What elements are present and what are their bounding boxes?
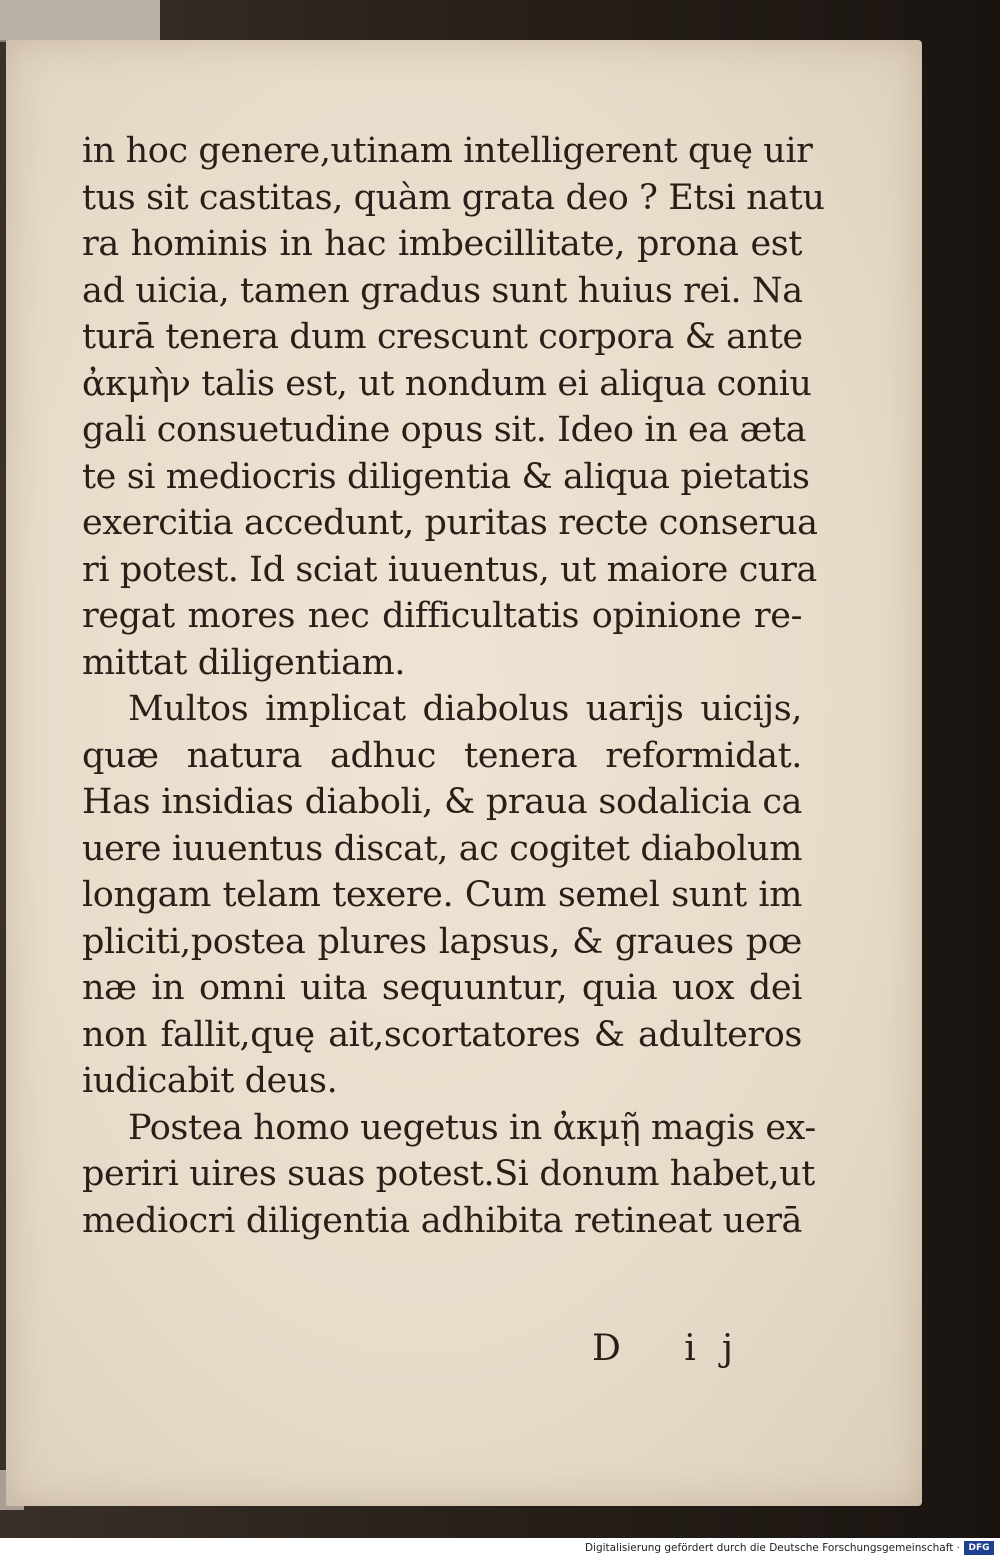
text-line: næ in omni uita sequuntur, quia uox dei xyxy=(82,968,802,1008)
scan-strip-top xyxy=(0,0,160,42)
text-line: exercitia accedunt, puritas recte conserua xyxy=(82,503,818,543)
text-line: quæ natura adhuc tenera reformidat. xyxy=(82,735,802,776)
text-line: turā tenera dum crescunt corpora & ante xyxy=(82,317,803,357)
text-line: periri uires suas potest.Si donum habet,ut xyxy=(82,1154,815,1194)
text-line: non fallit,quę ait,scortatores & adulteros xyxy=(82,1014,802,1055)
text-line: regat mores nec difficultatis opinione re- xyxy=(82,596,802,636)
text-line: Has insidias diaboli, & praua sodalicia ca xyxy=(82,782,802,822)
text-line: mediocri diligentia adhibita retineat uerā xyxy=(82,1200,802,1241)
book-page xyxy=(6,40,922,1506)
text-line: longam telam texere. Cum semel sunt im xyxy=(82,875,802,915)
page-text xyxy=(82,128,825,1244)
text-line: ra hominis in hac imbecillitate, prona est xyxy=(82,224,802,264)
signature-mark: D ij xyxy=(592,1328,759,1369)
footer-credit: Digitalisierung gefördert durch die Deutsche Forschungsgemeinschaft · xyxy=(584,1542,960,1554)
footer-bar xyxy=(0,1538,1000,1560)
text-line: mittat diligentiam. xyxy=(82,642,406,683)
paragraph-start-line: Multos implicat diabolus uarijs uicijs, xyxy=(128,689,802,729)
text-line: iudicabit deus. xyxy=(82,1061,338,1101)
text-line: gali consuetudine opus sit. Ideo in ea æta xyxy=(82,410,807,450)
text-line: tus sit castitas, quàm grata deo ? Etsi natu xyxy=(82,177,825,218)
paragraph-start-line: Postea homo uegetus in ἀκμῇ magis ex- xyxy=(128,1107,816,1148)
text-line: ἀκμὴν talis est, ut nondum ei aliqua coniu xyxy=(82,363,812,404)
text-line: uere iuuentus discat, ac cogitet diabolum xyxy=(82,828,802,869)
text-line: pliciti,postea plures lapsus, & graues pœ xyxy=(82,921,802,962)
text-line: ad uicia, tamen gradus sunt huius rei. Na xyxy=(82,270,803,311)
text-line: ri potest. Id sciat iuuentus, ut maiore cura xyxy=(82,549,817,590)
text-line: in hoc genere,utinam intelligerent quę uir xyxy=(82,131,813,171)
text-line: te si mediocris diligentia & aliqua pietatis xyxy=(82,456,810,497)
dfg-logo-icon: DFG xyxy=(964,1541,994,1555)
